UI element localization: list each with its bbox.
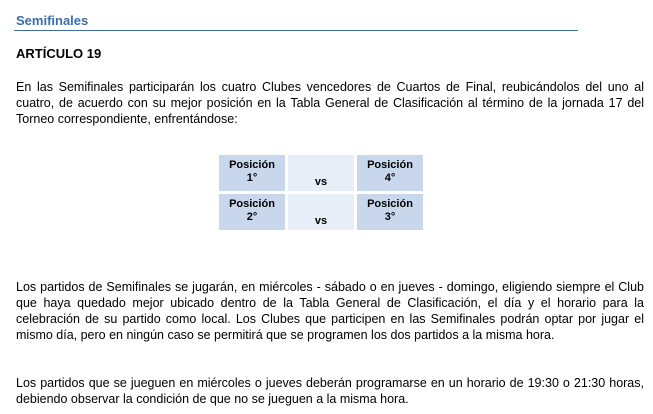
position-number: 3° [384,211,396,223]
away-position-cell [357,194,423,230]
position-number: 1° [246,172,258,184]
vs-cell: vs [288,155,354,191]
section-header [14,12,578,31]
semifinal-matchup-table [216,152,426,233]
away-position-cell [357,155,423,191]
vs-cell: vs [288,194,354,230]
article-paragraph-3: Los partidos que se jueguen en miércoles o jueves deberán programarse en un horario de 19:30 o 21:30 horas, debiendo observar la condición de que no se jueguen a la misma hora. [16,376,644,406]
section-title: Semifinales [16,13,89,28]
home-position-cell [219,194,285,230]
article-paragraph-1: En las Semifinales participarán los cuatro Clubes vencedores de Cuartos de Final, reubicándolos del uno al cuatro, de acuerdo con su mejor posición en la Tabla General de Clasificación al término de la jornada 17 del Torneo correspondiente, enfrentándose: [16,80,644,126]
matchup-row [219,155,423,191]
position-label: Posición [367,198,413,210]
position-number: 4° [384,172,396,184]
position-label: Posición [229,159,275,171]
article-paragraph-2: Los partidos de Semifinales se jugarán, en miércoles - sábado o en jueves - domingo, eligiendo siempre el Club que haya quedado mejor ubicado dentro de la Tabla General de Clasificación, el día y el horario para la celebración de su partido como local. Los Clubes que participen en las Semifinales podrán optar por jugar el mismo día, pero en ningún caso se permitirá que se programen los dos partidos a la misma hora. [16,280,644,342]
matchup-row [219,194,423,230]
home-position-cell [219,155,285,191]
article-title: ARTÍCULO 19 [16,46,102,61]
position-number: 2° [246,211,258,223]
position-label: Posición [367,159,413,171]
position-label: Posición [229,198,275,210]
